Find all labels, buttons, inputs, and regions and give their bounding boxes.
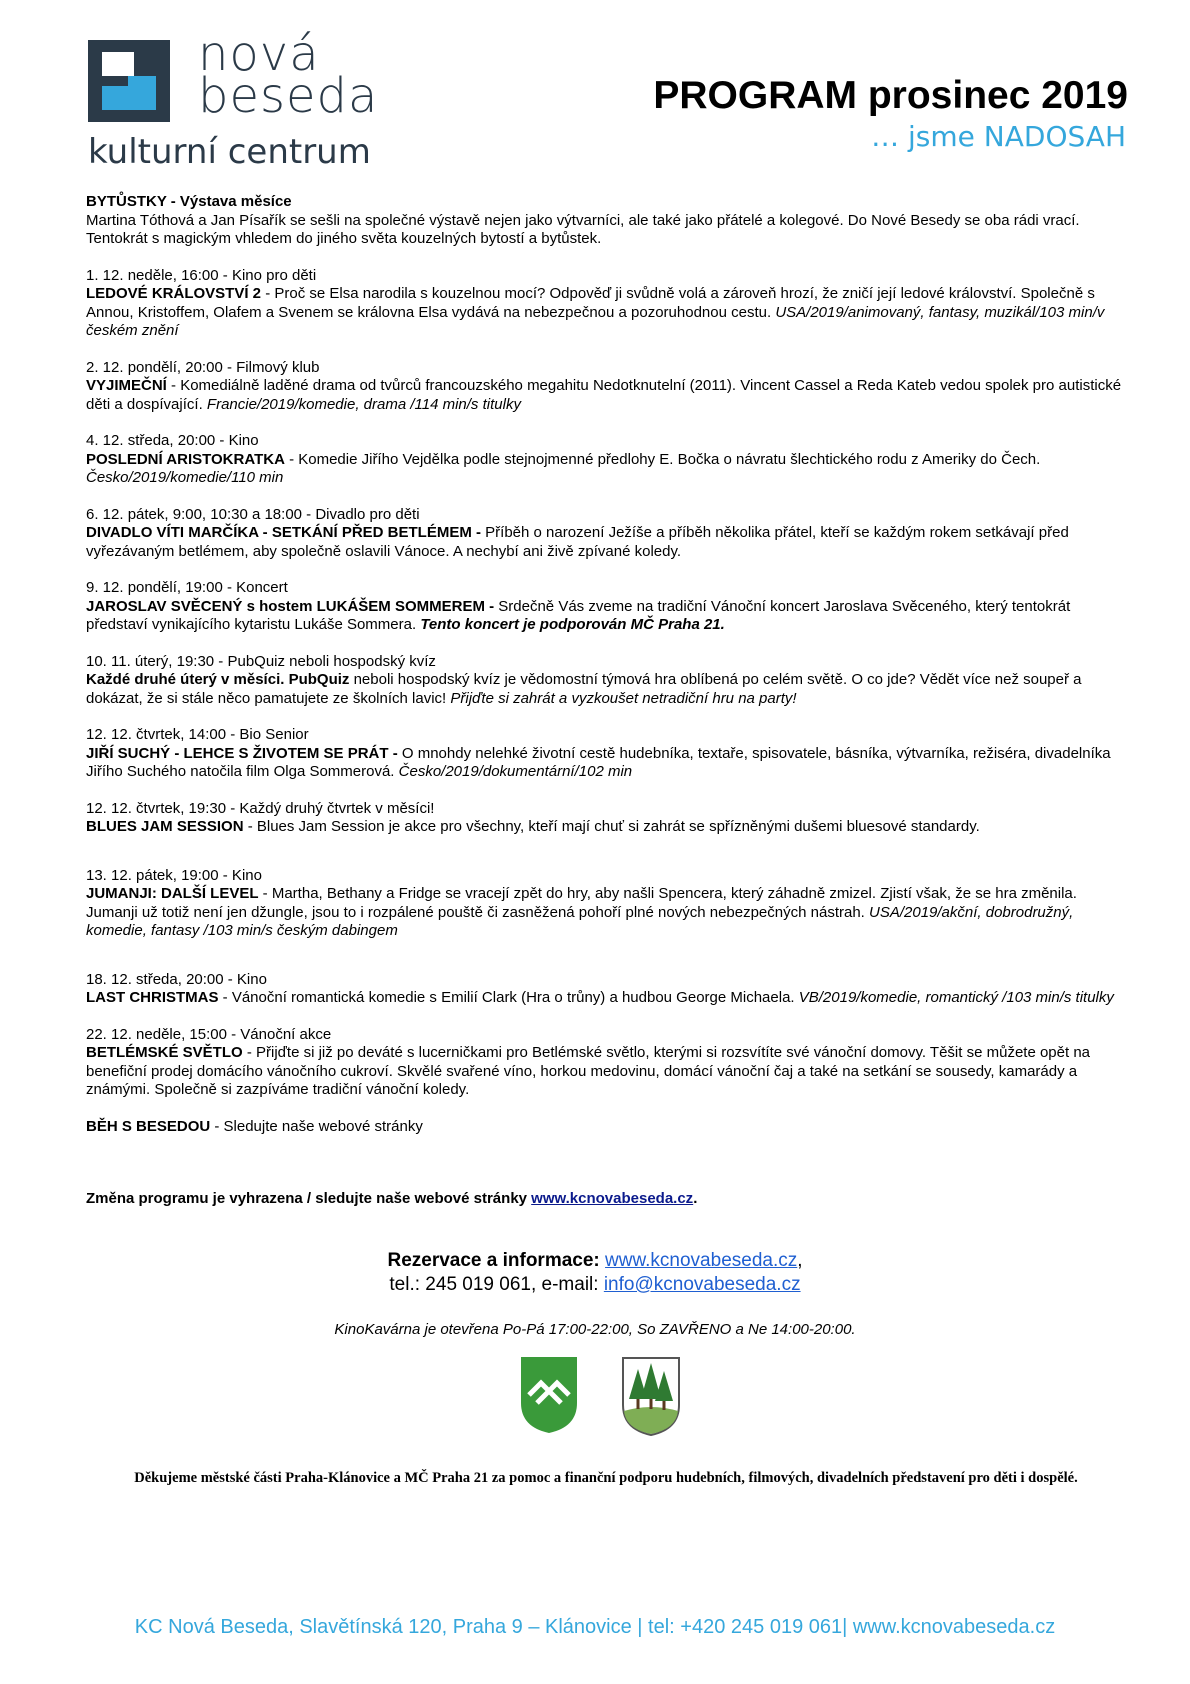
event-item xyxy=(86,1118,1126,1137)
program-change-notice xyxy=(86,1190,697,1208)
event-item xyxy=(86,653,1126,709)
event-name: Každé druhé úterý v měsíci. PubQuiz xyxy=(86,671,350,688)
event-name: JUMANJI: DALŠÍ LEVEL xyxy=(86,885,259,902)
logo-subtitle: kulturní centrum xyxy=(88,132,371,172)
event-item xyxy=(86,579,1126,635)
event-description: - Blues Jam Session je akce pro všechny, kteří mají chuť si zahrát se spřízněnými dušemi bluesové standardy. xyxy=(243,818,980,835)
event-name: JIŘÍ SUCHÝ - LEHCE S ŽIVOTEM SE PRÁT - xyxy=(86,744,398,762)
website-link[interactable]: www.kcnovabeseda.cz xyxy=(531,1190,694,1207)
contact-label: Rezervace a informace: xyxy=(387,1250,600,1271)
event-name: LAST CHRISTMAS xyxy=(86,989,219,1006)
event-description: - Martha, Bethany a Fridge se vracejí zpět do hry, aby našli Spencera, který záhadně zmizel. Zjistí však, že se hra změnila. Jumanji už totiž není jen džungle, jsou to i rozpálené pouště či zasněžená pohoří plné nových nebezpečných nástrah. xyxy=(86,885,1077,921)
event-info: Česko/2019/komedie/110 min xyxy=(86,469,284,486)
event-item xyxy=(86,193,1126,249)
event-meta: 13. 12. pátek, 19:00 - Kino xyxy=(86,866,262,884)
event-name: VYJIMEČNÍ xyxy=(86,377,167,394)
thanks-note: Děkujeme městské části Praha-Klánovice a MČ Praha 21 za pomoc a finanční podporu hudebních, filmových, divadelních představení pro děti i dospělé. xyxy=(134,1470,1078,1486)
page-title: PROGRAM prosinec 2019 xyxy=(653,74,1128,117)
footer-address: KC Nová Beseda, Slavětínská 120, Praha 9 – Klánovice | tel: +420 245 019 061| www.kcnovabeseda.cz xyxy=(134,1616,1056,1638)
notice-text: Změna programu je vyhrazena / sledujte naše webové stránky xyxy=(86,1190,532,1207)
contact-email-link[interactable]: info@kcnovabeseda.cz xyxy=(603,1274,801,1295)
event-meta: 10. 11. úterý, 19:30 - PubQuiz neboli hospodský kvíz xyxy=(86,652,436,670)
contact-tel: tel.: 245 019 061, e-mail: xyxy=(389,1274,604,1295)
event-meta: 18. 12. středa, 20:00 - Kino xyxy=(86,970,267,988)
event-meta: 12. 12. čtvrtek, 19:30 - Každý druhý čtvrtek v měsíci! xyxy=(86,799,435,817)
event-item xyxy=(86,726,1126,782)
event-item xyxy=(86,971,1126,1008)
event-info: Tento koncert je podporován MČ Praha 21. xyxy=(420,616,725,633)
green-shield-mountains-icon xyxy=(519,1355,579,1435)
event-info: Česko/2019/dokumentární/102 min xyxy=(398,763,633,780)
event-item xyxy=(86,1026,1126,1100)
event-description: Martina Tóthová a Jan Písařík se sešli na společné výstavě nejen jako výtvarníci, ale také jako přátelé a kolegové. Do Nové Besedy se oba rádi vrací. Tentokrát s magickým vhledem do jiného světa kouzelných bytostí a bytůstek. xyxy=(86,211,1080,247)
event-item xyxy=(86,432,1126,488)
page-tagline xyxy=(871,121,1126,153)
event-meta: 1. 12. neděle, 16:00 - Kino pro děti xyxy=(86,266,317,284)
logo-word-beseda: beseda xyxy=(198,68,379,124)
event-info: USA/2019/animovaný, fantasy, muzikál/103 min/v českém znění xyxy=(86,303,1105,339)
event-item xyxy=(86,359,1126,415)
event-info: VB/2019/komedie, romantický /103 min/s titulky xyxy=(798,989,1114,1006)
event-item xyxy=(86,267,1126,341)
event-name: BLUES JAM SESSION xyxy=(86,818,244,835)
event-info: Přijďte si zahrát a vyzkoušet netradiční hru na party! xyxy=(450,689,797,707)
event-description: Příběh o narození Ježíše a příběh několika přátel, kteří se každým rokem setkávají před vyřezávaným betlémem, aby společně oslavili Vánoce. A nechybí ani živě zpívané koledy. xyxy=(86,524,1069,560)
event-item xyxy=(86,800,1126,837)
contact-web-link[interactable]: www.kcnovabeseda.cz xyxy=(605,1250,798,1271)
event-info: Francie/2019/komedie, drama /114 min/s titulky xyxy=(206,395,521,413)
event-description: - Sledujte naše webové stránky xyxy=(210,1117,423,1135)
tagline-prefix: … jsme xyxy=(871,120,984,153)
event-meta: 4. 12. středa, 20:00 - Kino xyxy=(86,432,259,449)
event-description: - Komedie Jiřího Vejdělka podle stejnojmenné předlohy E. Bočka o návratu šlechtického rodu z Ameriky do Čech. xyxy=(284,450,1041,468)
cafe-hours: KinoKavárna je otevřena Po-Pá 17:00-22:00, So ZAVŘENO a Ne 14:00-20:00. xyxy=(334,1321,856,1338)
event-name: BĚH S BESEDOU xyxy=(86,1117,211,1135)
event-name: BETLÉMSKÉ SVĚTLO xyxy=(86,1044,243,1061)
event-item xyxy=(86,506,1126,562)
event-description: Srdečně Vás zveme na tradiční Vánoční koncert Jaroslava Svěceného, který tentokrát představí vynikajícího kytaristu Lukáše Sommera. xyxy=(86,597,1071,633)
event-name: LEDOVÉ KRÁLOVSTVÍ 2 xyxy=(86,285,262,302)
event-meta: 12. 12. čtvrtek, 14:00 - Bio Senior xyxy=(86,726,309,743)
event-name: BYTŮSTKY - Výstava měsíce xyxy=(86,193,292,210)
notice-end: . xyxy=(693,1190,698,1207)
event-description: neboli hospodský kvíz je vědomostní týmová hra oblíbená po celém světě. O co jde? Vědět více než soupeř a dokázat, že si stále něco pamatujete ze školních lavic! xyxy=(86,671,1082,707)
event-name: POSLEDNÍ ARISTOKRATKA xyxy=(86,450,285,468)
event-description: - Vánoční romantická komedie s Emilií Clark (Hra o trůny) a hudbou George Michaela. xyxy=(218,989,799,1006)
event-info: USA/2019/akční, dobrodružný, komedie, fantasy /103 min/s českým dabingem xyxy=(86,903,1074,939)
contact-block xyxy=(0,1249,1190,1297)
event-meta: 6. 12. pátek, 9:00, 10:30 a 18:00 - Divadlo pro děti xyxy=(86,505,420,523)
event-name: DIVADLO VÍTI MARČÍKA - SETKÁNÍ PŘED BETLÉMEM - xyxy=(86,524,481,541)
event-meta: 9. 12. pondělí, 19:00 - Koncert xyxy=(86,579,288,596)
contact-comma: , xyxy=(797,1250,803,1271)
event-meta: 22. 12. neděle, 15:00 - Vánoční akce xyxy=(86,1025,332,1043)
forest-shield-trees-icon xyxy=(620,1355,682,1437)
event-list xyxy=(86,193,1126,1154)
event-meta: 2. 12. pondělí, 20:00 - Filmový klub xyxy=(86,358,320,376)
event-description: - Přijďte si již po deváté s lucerničkami pro Betlémské světlo, kterými si rozsvítíte své vánoční domovy. Těšit se můžete opět na benefiční prodej domácího vánočního cukroví. Skvělé svařené víno, horkou medovinu, domácí vánoční čaj a také na setkání se sousedy, kamarády a známými. Společně si zazpíváme tradiční vánoční koledy. xyxy=(86,1044,1091,1098)
event-item xyxy=(86,867,1126,941)
logo-word-nova: nová xyxy=(198,26,320,82)
event-name: JAROSLAV SVĚCENÝ s hostem LUKÁŠEM SOMMEREM - xyxy=(86,597,495,615)
event-description: O mnohdy nelehké životní cestě hudebníka, textaře, spisovatele, básníka, výtvarníka, režiséra, divadelníka Jiřího Suchého natočila film Olga Sommerová. xyxy=(86,744,1111,780)
event-description: - Komediálně laděné drama od tvůrců francouzského megahitu Nedotknutelní (2011). Vincent Cassel a Reda Kateb vedou spolek pro autistické děti a dospívající. xyxy=(86,377,1122,413)
tagline-emphasis: NADOSAH xyxy=(983,120,1126,153)
event-description: - Proč se Elsa narodila s kouzelnou mocí? Odpověď ji svůdně volá a zároveň hrozí, že zničí její ledové království. Společně s Annou, Kristoffem, Olafem a Svenem se královna Elsa vydává na nebezpečnou a pozoruhodnou cestu. xyxy=(86,285,1095,321)
nova-beseda-logo-icon xyxy=(88,40,170,122)
logo xyxy=(88,26,388,172)
